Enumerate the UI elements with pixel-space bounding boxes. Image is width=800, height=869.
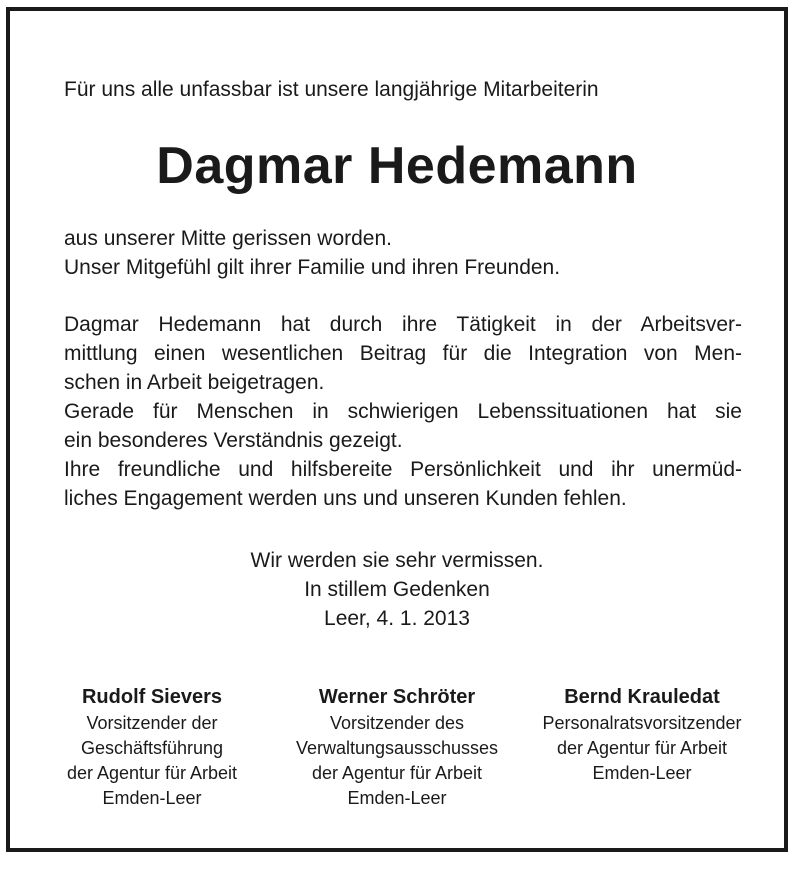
signer-werner-schroeter (277, 683, 517, 811)
paragraph-tribute (64, 310, 742, 513)
signer-title-line: der Agentur für Arbeit (311, 763, 483, 783)
paragraph-condolence (64, 224, 742, 282)
signer-title-line: Emden-Leer (347, 788, 447, 808)
signer-name: Werner Schröter (318, 686, 476, 708)
closing-line: In stillem Gedenken (304, 578, 490, 601)
signer-title-line: Vorsitzender des (329, 713, 465, 733)
text-line: Unser Mitgefühl gilt ihrer Familie und ihren Freunden. (64, 256, 561, 279)
closing-block (10, 546, 784, 633)
closing-line: Wir werden sie sehr vermissen. (250, 549, 544, 572)
signer-title-line: Emden-Leer (102, 788, 202, 808)
signer-title-line: der Agentur für Arbeit (556, 738, 728, 758)
signer-title-line: Geschäftsführung (80, 738, 224, 758)
text-line: liches Engagement werden uns und unseren Kunden fehlen. (64, 487, 627, 510)
signer-title-line: der Agentur für Arbeit (66, 763, 238, 783)
text-line: aus unserer Mitte gerissen worden. (64, 227, 392, 250)
signer-name: Rudolf Sievers (81, 686, 223, 708)
signer-title-line: Verwaltungsausschusses (295, 738, 499, 758)
signer-rudolf-sievers (32, 683, 272, 811)
text-line: mittlung einen wesentlichen Beitrag für die Integration von Men- (64, 342, 742, 365)
text-line: ein besonderes Verständnis gezeigt. (64, 429, 403, 452)
text-line: schen in Arbeit beigetragen. (64, 371, 325, 394)
date-place-line: Leer, 4. 1. 2013 (324, 607, 470, 630)
signer-bernd-krauledat (522, 683, 762, 811)
signer-title-line: Emden-Leer (592, 763, 692, 783)
signer-title-line: Personalratsvorsitzender (542, 713, 742, 733)
text-line: Ihre freundliche und hilfsbereite Persönlichkeit und ihr unermüd- (64, 458, 742, 481)
text-line: Dagmar Hedemann hat durch ihre Tätigkeit in der Arbeitsver- (64, 313, 742, 336)
intro-text: Für uns alle unfassbar ist unsere langjährige Mitarbeiterin (64, 78, 599, 101)
deceased-name: Dagmar Hedemann (156, 137, 638, 195)
signer-title-line: Vorsitzender der (86, 713, 218, 733)
text-line: Gerade für Menschen in schwierigen Lebenssituationen hat sie (64, 400, 742, 423)
signer-name: Bernd Krauledat (564, 686, 720, 708)
signatories (32, 683, 762, 811)
obituary-notice (6, 7, 788, 852)
